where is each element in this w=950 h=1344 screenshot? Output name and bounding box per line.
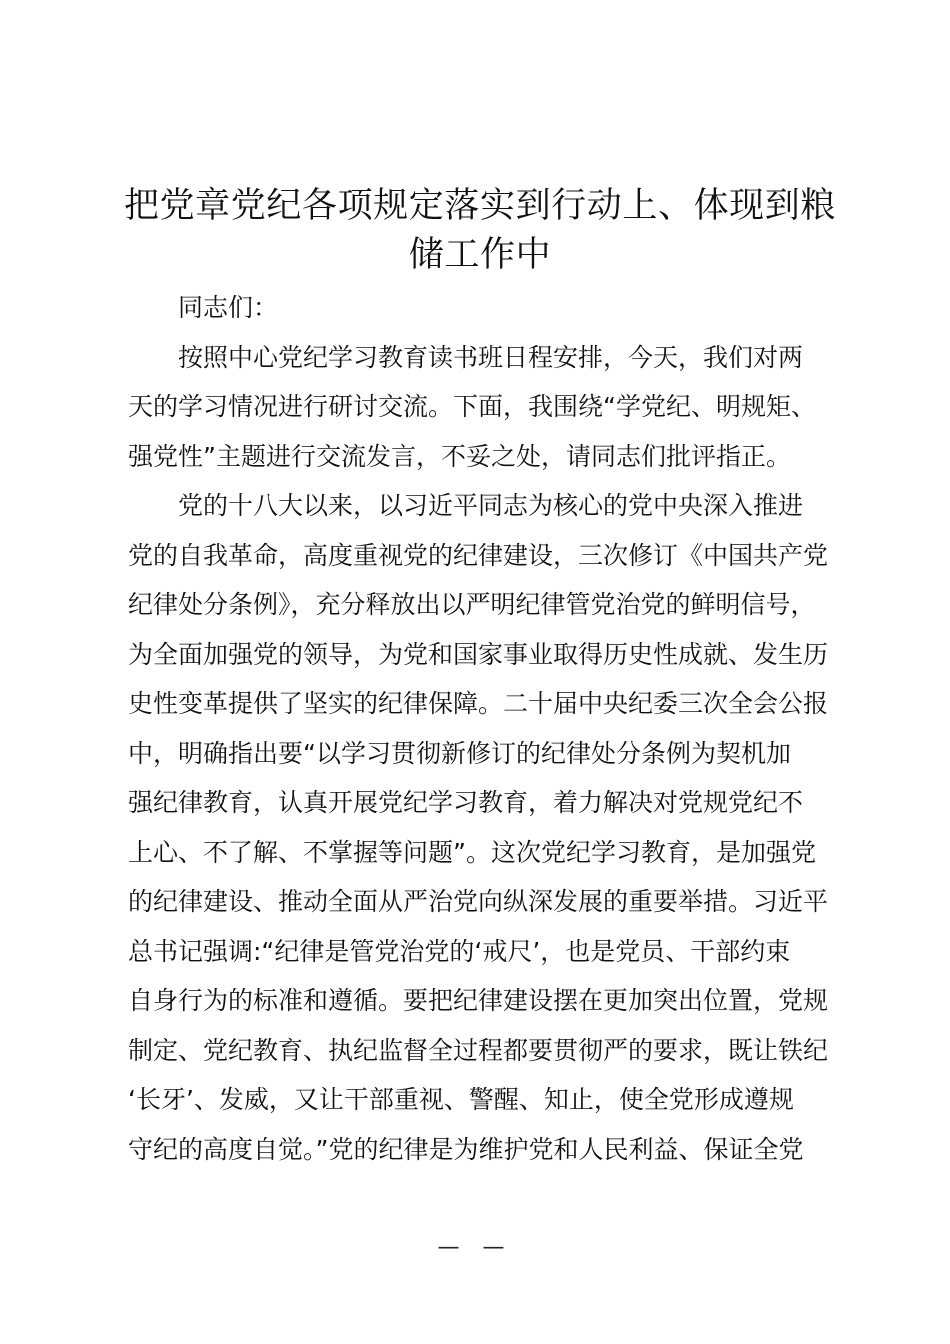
paragraph-2-line-1: 党的十八大以来，以习近平同志为核心的党中央深入推进: [178, 491, 804, 520]
paragraph-2-line-11: 自身行为的标准和遵循。要把纪律建设摆在更加突出位置，党规: [128, 986, 829, 1015]
paragraph-2-line-13: ‘长牙’、发威，又让干部重视、警醒、知止，使全党形成遵规: [128, 1085, 794, 1114]
title-line-1: 把党章党纪各项规定落实到行动上、体现到粮: [123, 186, 836, 226]
paragraph-1-line-1: 按照中心党纪学习教育读书班日程安排，今天，我们对两: [178, 342, 804, 372]
paragraph-1-line-2: 天的学习情况进行研讨交流。下面，我围绕“学党纪、明规矩、: [128, 392, 816, 421]
paragraph-2-line-4: 为全面加强党的领导，为党和国家事业取得历史性成就、发生历: [128, 639, 829, 669]
paragraph-1-line-3: 强党性”主题进行交流发言，不妥之处，请同志们批评指正。: [128, 441, 791, 471]
title-line-2: 储工作中: [408, 235, 552, 275]
document-title: [120, 182, 840, 280]
paragraph-2-line-2: 党的自我革命，高度重视党的纪律建设，三次修订《中国共产党: [128, 540, 829, 570]
paragraph-2-line-10: 总书记强调:“纪律是管党治党的‘戒尺’，也是党员、干部约束: [128, 936, 791, 966]
paragraph-2-line-14: 守纪的高度自觉。”党的纪律是为维护党和人民利益、保证全党: [128, 1134, 804, 1164]
salutation: 同志们：: [178, 293, 279, 322]
paragraph-2-line-9: 的纪律建设、推动全面从严治党向纵深发展的重要举措。习近平: [128, 887, 829, 916]
paragraph-2-line-8: 上心、不了解、不掌握等问题”。这次党纪学习教育，是加强党: [128, 837, 816, 867]
paragraph-2-line-5: 史性变革提供了坚实的纪律保障。二十届中央纪委三次全会公报: [128, 689, 829, 718]
page-footer: — —: [437, 1235, 513, 1260]
paragraph-2-line-6: 中，明确指出要“以学习贯彻新修订的纪律处分条例为契机加: [128, 738, 791, 768]
paragraph-2-line-7: 强纪律教育，认真开展党纪学习教育，着力解决对党规党纪不: [128, 788, 804, 817]
paragraph-2-line-3: 纪律处分条例》，充分释放出以严明纪律管党治党的鲜明信号，: [128, 590, 816, 619]
document-body: [128, 283, 833, 1174]
paragraph-2-line-12: 制定、党纪教育、执纪监督全过程都要贯彻严的要求，既让铁纪: [128, 1035, 829, 1065]
